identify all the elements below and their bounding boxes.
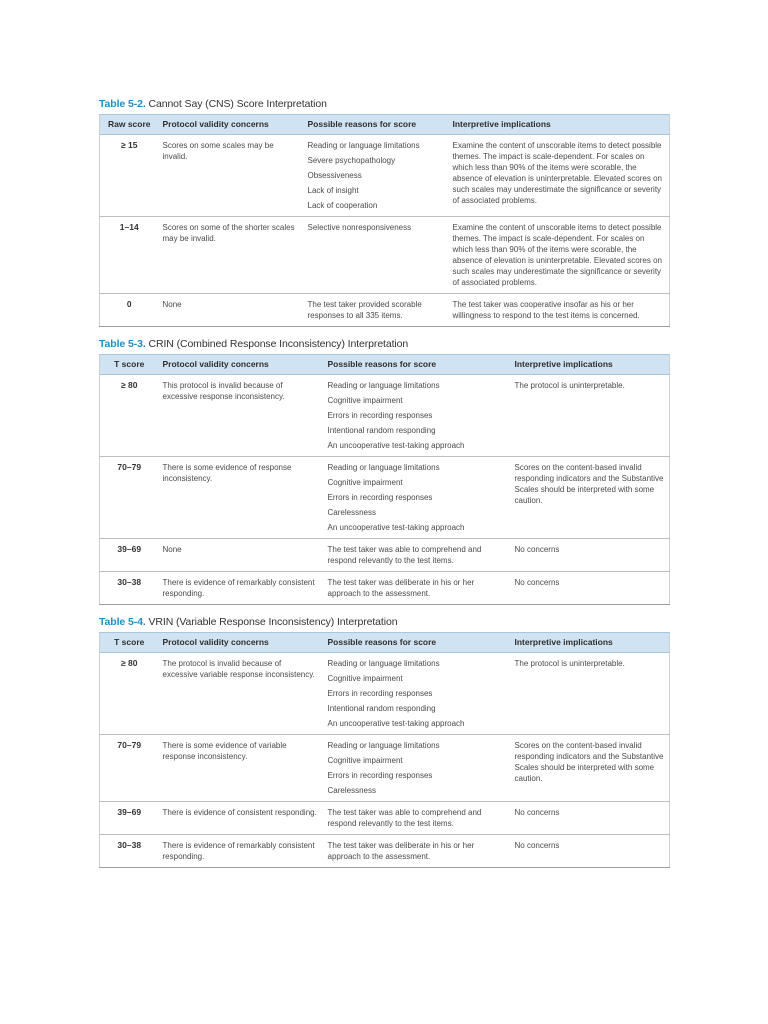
header-implications: Interpretive implications bbox=[510, 355, 670, 375]
reasons-cell bbox=[303, 217, 448, 294]
reasons-cell bbox=[303, 135, 448, 217]
reasons-cell bbox=[323, 375, 510, 457]
reason-item: Cognitive impairment bbox=[327, 396, 403, 405]
score-cell: 70–79 bbox=[100, 457, 158, 539]
reason-item: The test taker provided scorable responses to all 335 items. bbox=[307, 300, 422, 320]
implications-cell: The test taker was cooperative insofar as his or her willingness to respond to the test items is concerned. bbox=[448, 294, 670, 327]
vrin-interpretation-table bbox=[99, 632, 670, 868]
table-vrin-block bbox=[99, 616, 669, 868]
reason-item: Cognitive impairment bbox=[327, 756, 403, 765]
table-row bbox=[100, 135, 670, 217]
table-header-row bbox=[100, 355, 670, 375]
table-crin-block bbox=[99, 338, 669, 605]
reason-item: Reading or language limitations bbox=[327, 463, 440, 472]
score-cell: 70–79 bbox=[100, 735, 158, 802]
table-row bbox=[100, 294, 670, 327]
concerns-cell: This protocol is invalid because of excessive response inconsistency. bbox=[158, 375, 323, 457]
reasons-cell bbox=[323, 539, 510, 572]
header-concerns: Protocol validity concerns bbox=[158, 633, 323, 653]
implications-cell: No concerns bbox=[510, 572, 670, 605]
header-concerns: Protocol validity concerns bbox=[158, 115, 303, 135]
table-number: Table 5-4. bbox=[99, 616, 146, 628]
reason-item: Lack of insight bbox=[307, 186, 359, 195]
implications-cell: Examine the content of unscorable items to detect possible themes. The impact is scale-dependent. For scales on which less than 90% of the items were scorable, the absence of elevation is uninterpretable. Elevated scores on such scales may underestimate the significance or severity of associated problems. bbox=[448, 135, 670, 217]
header-score: T score bbox=[100, 633, 158, 653]
table-row bbox=[100, 457, 670, 539]
table-row bbox=[100, 802, 670, 835]
reason-item: The test taker was deliberate in his or her approach to the assessment. bbox=[327, 578, 475, 598]
concerns-cell: There is some evidence of variable response inconsistency. bbox=[158, 735, 323, 802]
reason-item: Carelessness bbox=[327, 786, 376, 795]
table-number: Table 5-3. bbox=[99, 338, 146, 350]
table-row bbox=[100, 835, 670, 868]
table-row bbox=[100, 217, 670, 294]
table-header-row bbox=[100, 115, 670, 135]
reason-item: Reading or language limitations bbox=[327, 741, 440, 750]
header-score: Raw score bbox=[100, 115, 158, 135]
score-cell: 1–14 bbox=[100, 217, 158, 294]
table-row bbox=[100, 375, 670, 457]
reason-item: Errors in recording responses bbox=[327, 771, 433, 780]
implications-cell: No concerns bbox=[510, 802, 670, 835]
implications-cell: No concerns bbox=[510, 835, 670, 868]
concerns-cell: None bbox=[158, 539, 323, 572]
implications-cell: The protocol is uninterpretable. bbox=[510, 375, 670, 457]
score-cell: 39–69 bbox=[100, 802, 158, 835]
crin-interpretation-table bbox=[99, 354, 670, 605]
reason-item: Carelessness bbox=[327, 508, 376, 517]
table-header-row bbox=[100, 633, 670, 653]
implications-cell: The protocol is uninterpretable. bbox=[510, 653, 670, 735]
table-row bbox=[100, 653, 670, 735]
reason-item: Errors in recording responses bbox=[327, 689, 433, 698]
score-cell: ≥ 15 bbox=[100, 135, 158, 217]
table-title: Cannot Say (CNS) Score Interpretation bbox=[148, 98, 327, 110]
concerns-cell: Scores on some of the shorter scales may be invalid. bbox=[158, 217, 303, 294]
header-reasons: Possible reasons for score bbox=[323, 355, 510, 375]
reasons-cell bbox=[323, 802, 510, 835]
reason-item: Reading or language limitations bbox=[327, 381, 440, 390]
reasons-cell bbox=[323, 572, 510, 605]
concerns-cell: There is evidence of remarkably consistent responding. bbox=[158, 572, 323, 605]
reason-item: Lack of cooperation bbox=[307, 201, 378, 210]
reason-item: An uncooperative test-taking approach bbox=[327, 523, 465, 532]
header-reasons: Possible reasons for score bbox=[323, 633, 510, 653]
header-reasons: Possible reasons for score bbox=[303, 115, 448, 135]
concerns-cell: There is evidence of consistent responding. bbox=[158, 802, 323, 835]
score-cell: ≥ 80 bbox=[100, 375, 158, 457]
reasons-cell bbox=[323, 457, 510, 539]
reason-item: Cognitive impairment bbox=[327, 674, 403, 683]
concerns-cell: There is evidence of remarkably consistent responding. bbox=[158, 835, 323, 868]
header-score: T score bbox=[100, 355, 158, 375]
header-implications: Interpretive implications bbox=[510, 633, 670, 653]
implications-cell: Scores on the content-based invalid responding indicators and the Substantive Scales should be interpreted with some caution. bbox=[510, 735, 670, 802]
table-caption bbox=[99, 338, 669, 350]
table-row bbox=[100, 572, 670, 605]
table-number: Table 5-2. bbox=[99, 98, 146, 110]
reason-item: The test taker was able to comprehend and respond relevantly to the test items. bbox=[327, 545, 482, 565]
reason-item: Severe psychopathology bbox=[307, 156, 396, 165]
reason-item: The test taker was able to comprehend and respond relevantly to the test items. bbox=[327, 808, 482, 828]
reason-item: Intentional random responding bbox=[327, 426, 436, 435]
reasons-cell bbox=[323, 735, 510, 802]
table-caption bbox=[99, 616, 669, 628]
reason-item: An uncooperative test-taking approach bbox=[327, 719, 465, 728]
implications-cell: Examine the content of unscorable items to detect possible themes. The impact is scale-dependent. For scales on which less than 90% of the items were scorable, the absence of elevation is uninterpretable. Elevated scores on such scales may underestimate the significance or severity of associated problems. bbox=[448, 217, 670, 294]
reason-item: Errors in recording responses bbox=[327, 493, 433, 502]
reason-item: Reading or language limitations bbox=[327, 659, 440, 668]
table-row bbox=[100, 539, 670, 572]
score-cell: 39–69 bbox=[100, 539, 158, 572]
reason-item: An uncooperative test-taking approach bbox=[327, 441, 465, 450]
reason-item: Selective nonresponsiveness bbox=[307, 223, 412, 232]
header-concerns: Protocol validity concerns bbox=[158, 355, 323, 375]
implications-cell: Scores on the content-based invalid responding indicators and the Substantive Scales should be interpreted with some caution. bbox=[510, 457, 670, 539]
reason-item: Errors in recording responses bbox=[327, 411, 433, 420]
reasons-cell bbox=[323, 653, 510, 735]
reasons-cell bbox=[303, 294, 448, 327]
table-title: VRIN (Variable Response Inconsistency) Interpretation bbox=[148, 616, 398, 628]
table-title: CRIN (Combined Response Inconsistency) Interpretation bbox=[148, 338, 409, 350]
score-cell: 30–38 bbox=[100, 835, 158, 868]
score-cell: 30–38 bbox=[100, 572, 158, 605]
reason-item: Reading or language limitations bbox=[307, 141, 420, 150]
cns-interpretation-table bbox=[99, 114, 670, 327]
table-caption bbox=[99, 98, 669, 110]
concerns-cell: Scores on some scales may be invalid. bbox=[158, 135, 303, 217]
reason-item: The test taker was deliberate in his or her approach to the assessment. bbox=[327, 841, 475, 861]
concerns-cell: There is some evidence of response inconsistency. bbox=[158, 457, 323, 539]
score-cell: 0 bbox=[100, 294, 158, 327]
score-cell: ≥ 80 bbox=[100, 653, 158, 735]
header-implications: Interpretive implications bbox=[448, 115, 670, 135]
table-cns-block bbox=[99, 98, 669, 327]
table-row bbox=[100, 735, 670, 802]
concerns-cell: The protocol is invalid because of excessive variable response inconsistency. bbox=[158, 653, 323, 735]
reason-item: Cognitive impairment bbox=[327, 478, 403, 487]
reason-item: Obsessiveness bbox=[307, 171, 362, 180]
reasons-cell bbox=[323, 835, 510, 868]
implications-cell: No concerns bbox=[510, 539, 670, 572]
concerns-cell: None bbox=[158, 294, 303, 327]
reason-item: Intentional random responding bbox=[327, 704, 436, 713]
